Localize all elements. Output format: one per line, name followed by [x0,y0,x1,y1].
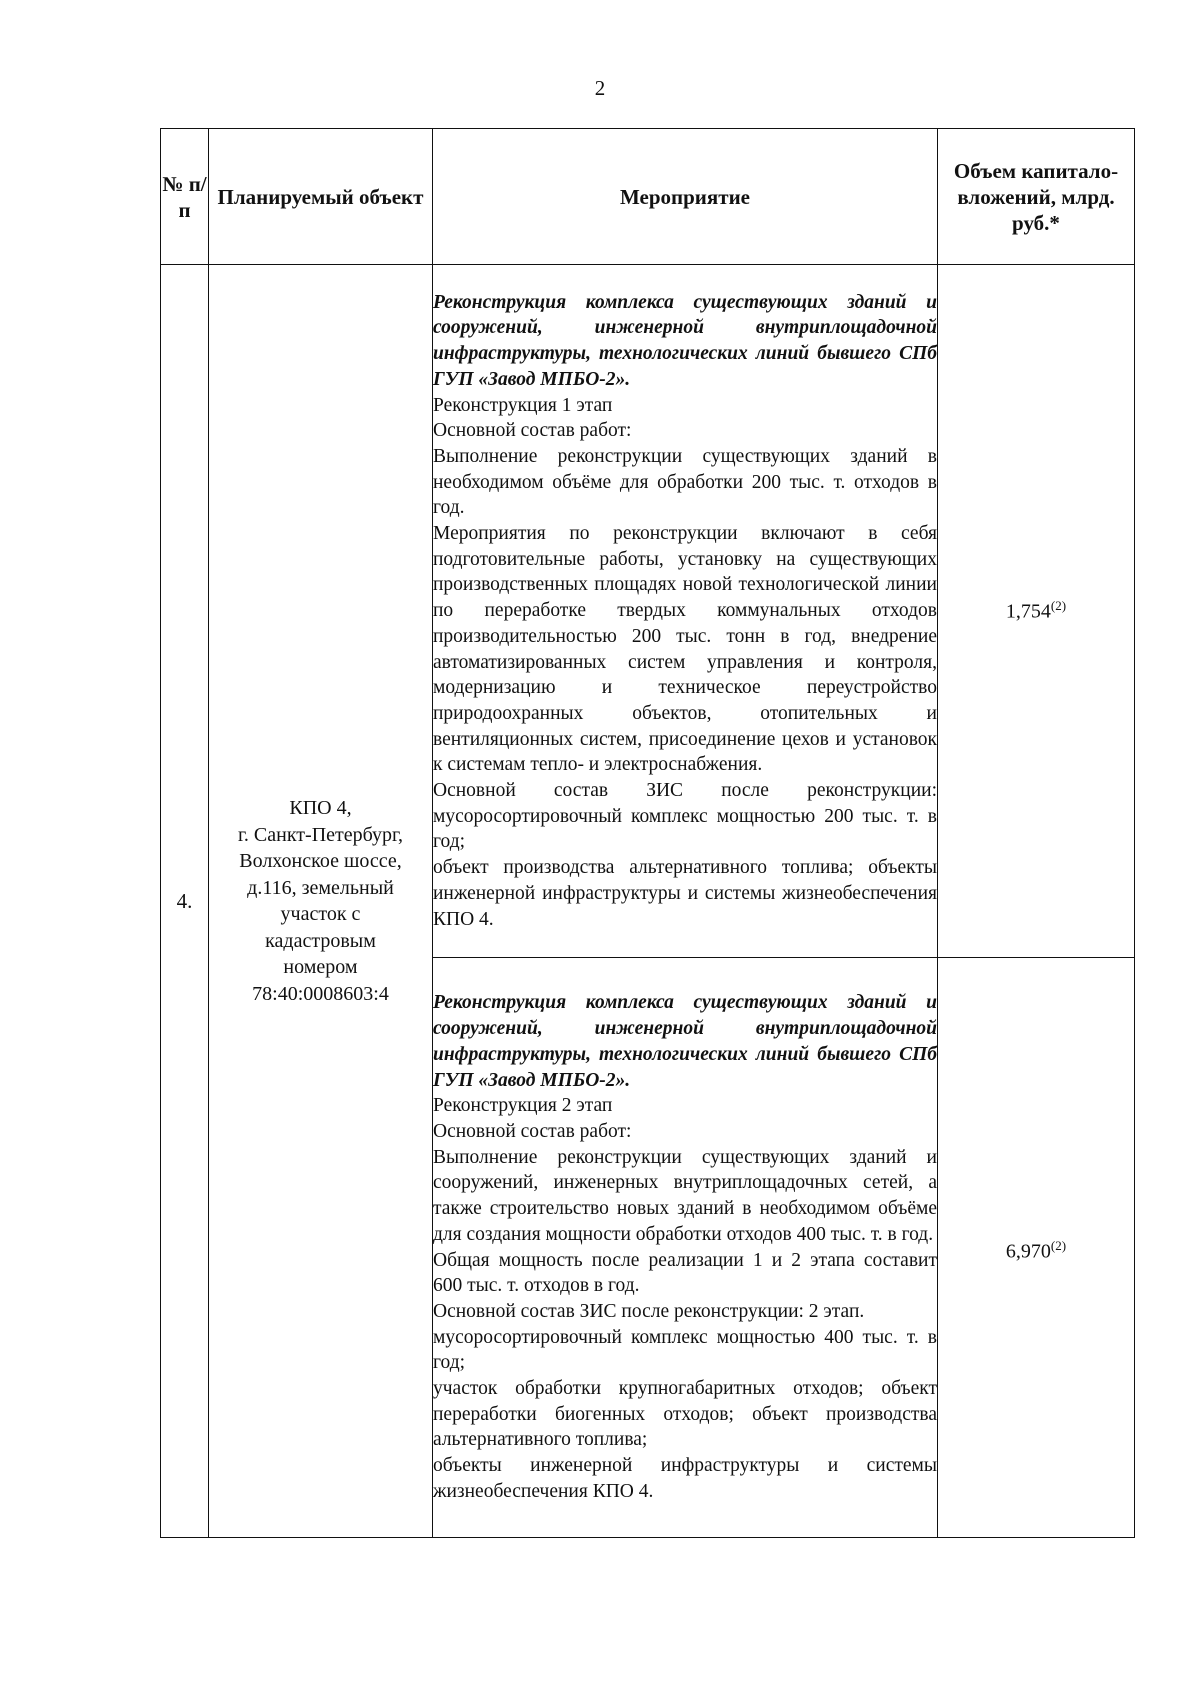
header-object-text: Планируемый объект [217,184,424,209]
header-volume [938,129,1135,265]
measures-table [160,128,1135,1538]
volume-stage-2 [938,958,1135,1538]
volume-stage-1 [938,265,1135,958]
object-line: КПО 4, [289,797,352,819]
header-volume-text: Объем капитало-вложений, млрд. руб.* [953,158,1119,235]
activity-stage-1 [433,265,938,958]
stage-1-paragraph: объект производства альтернативного топлива; объекты инженерной инфраструктуры и системы жизнеобеспечения КПО 4. [433,857,937,930]
header-num [161,129,209,265]
stage-1-paragraph: Основной состав работ: [433,420,632,442]
header-object [209,129,433,265]
stage-2-paragraph: объекты инженерной инфраструктуры и системы жизнеобеспечения КПО 4. [433,1455,937,1502]
volume-stage-2-value: 6,970 [1005,1240,1051,1263]
stage-1-paragraph: Выполнение реконструкции существующих зданий в необходимом объёме для обработки 200 тыс. т. отходов в год. [433,445,937,519]
stage-2-title: Реконструкция комплекса существующих зданий и сооружений, инженерной внутриплощадочной инфраструктуры, технологических линий бывшего СПб ГУП «Завод МПБО-2». [433,992,937,1091]
header-activity-text: Мероприятие [619,184,751,209]
table-header-row [161,129,1135,265]
stage-2-paragraph: Реконструкция 2 этап [433,1095,613,1117]
object-line: г. Санкт-Петербург, [237,823,404,846]
object-line: кадастровым [265,929,376,952]
stage-2-paragraph: Выполнение реконструкции существующих зданий и сооружений, инженерных внутриплощадочных сетей, а также строительство новых зданий в необходимом объёме для создания мощности обработки отходов 400 тыс. т. в год. [433,1146,937,1245]
planned-object [209,265,433,1538]
stage-1-paragraph: Реконструкция 1 этап [433,394,613,416]
header-num-text: № п/п [162,171,207,222]
table-row [161,265,1135,958]
object-line: номером [283,956,358,978]
stage-1-title: Реконструкция комплекса существующих зданий и сооружений, инженерной внутриплощадочной инфраструктуры, технологических линий бывшего СПб ГУП «Завод МПБО-2». [433,291,937,390]
stage-2-paragraph: Основной состав ЗИС после реконструкции: 2 этап. [433,1300,865,1322]
stage-1-paragraph: Основной состав ЗИС после реконструкции: мусоросортировочный комплекс мощностью 200 тыс. т. в год; [433,780,937,853]
stage-2-paragraph: мусоросортировочный комплекс мощностью 400 тыс. т. в год; [433,1326,937,1374]
stage-2-paragraph: участок обработки крупногабаритных отходов; объект переработки биогенных отходов; объект производства альтернативного топлива; [433,1378,937,1451]
volume-stage-2-note: (2) [1050,1238,1067,1253]
volume-stage-1-value: 1,754 [1005,600,1051,623]
stage-2-paragraph: Основной состав работ: [433,1120,632,1142]
object-line: Волхонское шоссе, [239,850,402,872]
page-number: 2 [594,76,606,100]
row-number: 4. [161,265,209,1538]
header-activity [433,129,938,265]
activity-stage-2 [433,958,938,1538]
stage-1-paragraph: Мероприятия по реконструкции включают в себя подготовительные работы, установку на существующих производственных площадях новой технологической линии по переработке твердых коммунальных отходов производительностью 200 тыс. тонн в год, внедрение автоматизированных систем управления и контроля, модернизацию и техническое переустройство природоохранных объектов, отопительных и вентиляционных систем, присоединение цехов и установок к системам тепло- и электроснабжения. [433,523,937,776]
volume-stage-1-note: (2) [1050,598,1067,614]
object-line: 78:40:0008603:4 [252,982,389,1005]
stage-2-paragraph: Общая мощность после реализации 1 и 2 этапа составит 600 тыс. т. отходов в год. [433,1249,937,1297]
object-line: участок с [280,903,361,925]
object-line: д.116, земельный [247,876,394,899]
